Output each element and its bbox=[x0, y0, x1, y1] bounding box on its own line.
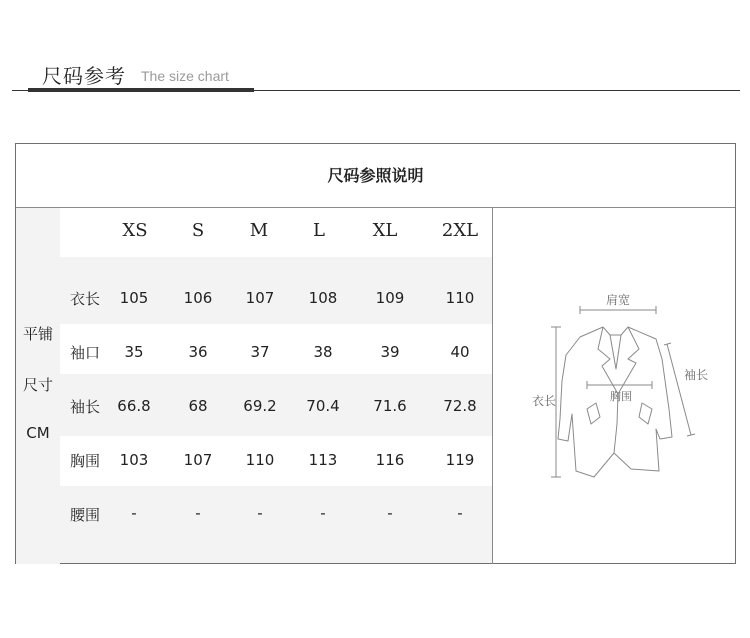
table-cell: 103 bbox=[119, 451, 149, 469]
table-cell: - bbox=[131, 504, 137, 522]
table-cell: - bbox=[257, 504, 263, 522]
table-cell: 110 bbox=[245, 451, 275, 469]
size-chart-header-subtitle: The size chart bbox=[141, 68, 229, 84]
table-cell: 119 bbox=[445, 451, 475, 469]
table-cell: 37 bbox=[250, 343, 270, 361]
table-cell: 71.6 bbox=[373, 397, 407, 415]
table-cell: 38 bbox=[313, 343, 333, 361]
side-label-flat: 平铺 bbox=[22, 325, 53, 343]
header-accent-bar bbox=[28, 88, 254, 92]
diagram-label-shoulder: 肩宽 bbox=[605, 293, 631, 307]
size-chart-header-title: 尺码参考 bbox=[42, 64, 126, 88]
table-cell: - bbox=[457, 504, 463, 522]
table-cell: 113 bbox=[308, 451, 338, 469]
diagram-label-sleeve: 袖长 bbox=[683, 368, 709, 382]
diagram-label-chest: 胸围 bbox=[610, 390, 632, 403]
table-cell: 107 bbox=[183, 451, 213, 469]
row-label-waist: 腰围 bbox=[70, 506, 101, 524]
diagram-label-length: 衣长 bbox=[531, 394, 557, 408]
table-cell: 106 bbox=[183, 289, 213, 307]
table-cell: 68 bbox=[188, 397, 208, 415]
table-cell: - bbox=[195, 504, 201, 522]
table-cell: 70.4 bbox=[306, 397, 340, 415]
row-label-chest: 胸围 bbox=[70, 452, 101, 470]
side-label-size: 尺寸 bbox=[22, 376, 53, 394]
table-cell: 109 bbox=[375, 289, 405, 307]
column-divider bbox=[492, 207, 493, 564]
table-cell: 39 bbox=[380, 343, 400, 361]
size-header-m: M bbox=[249, 220, 269, 241]
size-table bbox=[15, 143, 736, 564]
table-cell: - bbox=[387, 504, 393, 522]
row-stripe bbox=[60, 486, 492, 563]
table-cell: 40 bbox=[450, 343, 470, 361]
side-label-unit: CM bbox=[26, 424, 50, 442]
table-cell: 66.8 bbox=[117, 397, 151, 415]
row-label-cuff: 袖口 bbox=[70, 344, 101, 362]
size-header-xl: XL bbox=[372, 220, 398, 241]
table-title: 尺码参照说明 bbox=[16, 144, 735, 208]
table-cell: 110 bbox=[445, 289, 475, 307]
table-cell: 72.8 bbox=[443, 397, 477, 415]
size-header-2xl: 2XL bbox=[441, 220, 479, 241]
table-cell: 35 bbox=[124, 343, 144, 361]
table-cell: 108 bbox=[308, 289, 338, 307]
size-header-xs: XS bbox=[122, 220, 148, 241]
size-header-l: L bbox=[313, 220, 325, 241]
table-cell: 107 bbox=[245, 289, 275, 307]
table-cell: 69.2 bbox=[243, 397, 277, 415]
table-cell: 105 bbox=[119, 289, 149, 307]
table-cell: 36 bbox=[188, 343, 208, 361]
table-cell: - bbox=[320, 504, 326, 522]
table-cell: 116 bbox=[375, 451, 405, 469]
size-header-s: S bbox=[191, 220, 205, 241]
row-label-sleeve: 袖长 bbox=[70, 398, 101, 416]
coat-diagram bbox=[494, 209, 736, 563]
row-label-length: 衣长 bbox=[70, 290, 101, 308]
